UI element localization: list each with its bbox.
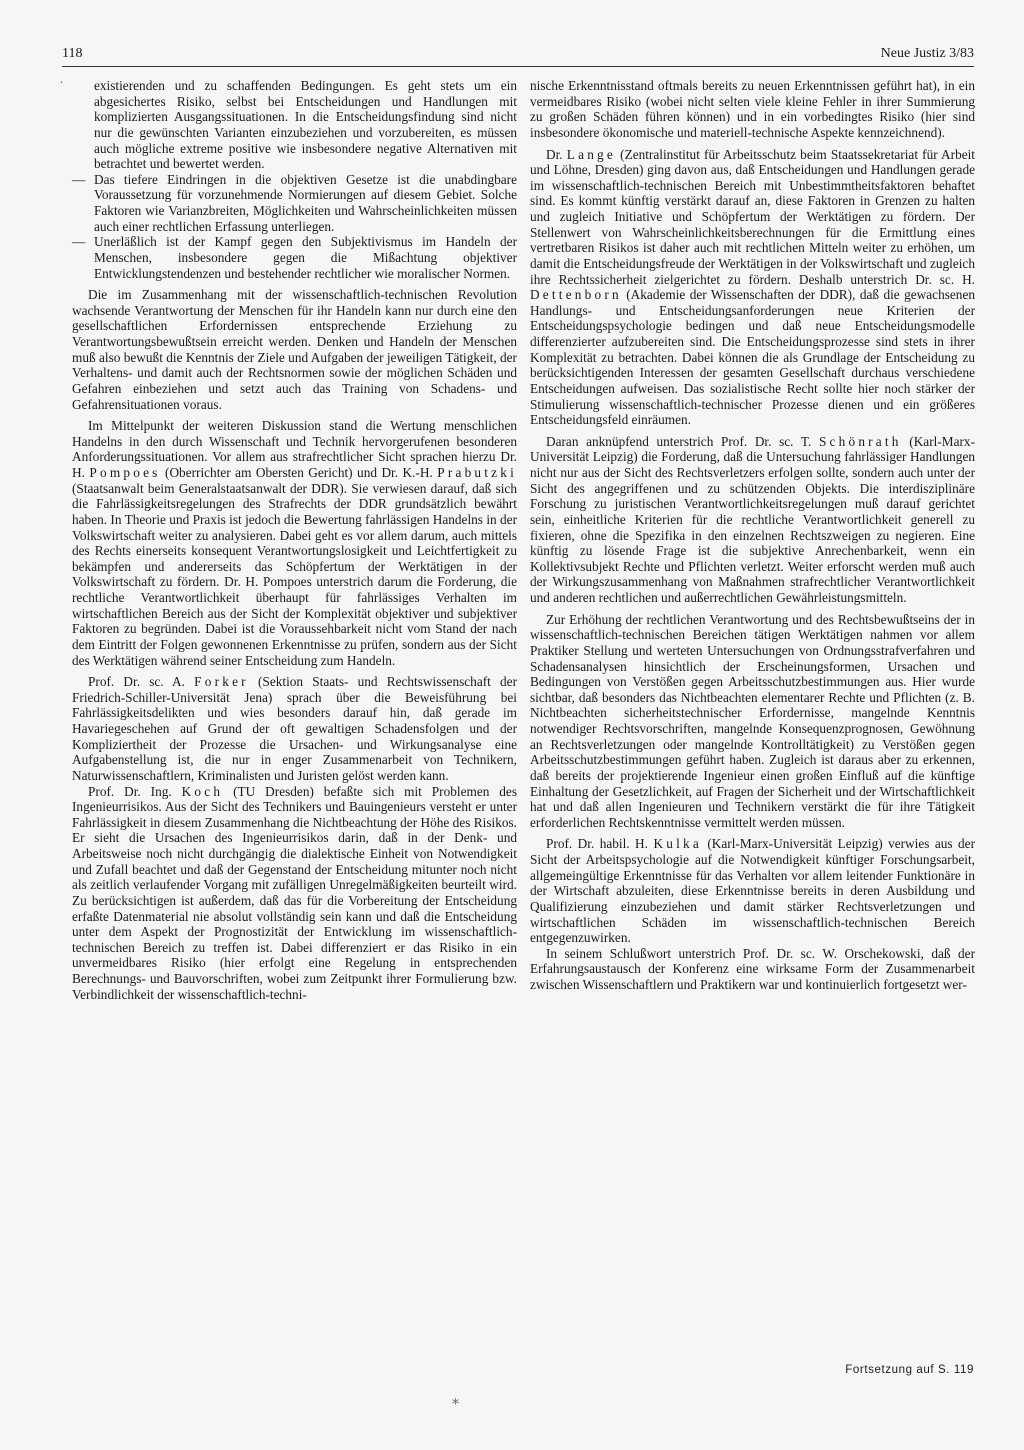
paragraph-text: (Zentralinstitut für Arbeitsschutz beim Staatssekretariat für Arbeit und Löhne, Dresden) ging davon aus, daß Entscheidungen und Handlungen gerade im wissenschaftlich-technischen Bereich mit Unbestimmtheitsfaktoren behaftet sind. Es kommt künftig verstärkt darauf an, diese Faktoren in Grenzen zu halten und zugleich Initiative und Schöpfertum der Werktätigen zu fördern. Der Stellenwert von Wahrscheinlichkeitsberechnungen für die Ermittlung eines vertretbaren Risikos ist daher auch mit rechtlichen Mitteln weiter zu erhöhen, um damit die Entscheidungsfreude der Werktätigen in der Volkswirtschaft und zugleich ihre Rechtssicherheit zielgerichtet zu fördern. Deshalb unterstrich Dr. sc. H.: [530, 146, 976, 287]
paragraph-text: Daran anknüpfend unterstrich Prof. Dr. sc. T.: [546, 433, 812, 449]
speaker-name: Pompoes: [89, 465, 161, 480]
speaker-name: Koch: [181, 783, 224, 799]
paragraph-text: In seinem Schlußwort unterstrich Prof. Dr. sc. W. Orschekowski, daß der Erfahrungsaustausch der Konferenz eine wirksame Form der Zusammenarbeit zwischen Wissenschaftlern und Praktikern war und kontinuierlich fortgesetzt wer-: [530, 945, 975, 992]
paragraph-text: (Karl-Marx-Universität Leipzig) die Forderung, daß die Untersuchung fahrlässiger Handlungen nicht nur aus der Sicht des Rechtsverletzers erfolgen sollte, sondern auch unter der Sicht des angegriffenen und zu schützenden Objekts. Die interdisziplinäre Forschung zu juristischen Verantwortlichkeitsregelungen muß darauf gerichtet sein, einheitliche Kriterien für die rechtliche Verantwortlichkeit generell zu fixieren, ohne die Spezifika in den einzelnen Rechtszweigen zu negieren. Eine künftig zu lösende Frage ist die subjektive Anrechenbarkeit, wenn ein Kollektivsubjekt Rechte und Pflichten verletzt. Weiter erforscht werden muß auch der Wirkungszusammenhang von Maßnahmen strafrechtlicher Verantwortlichkeit und anderen rechtlichen und außerrechtlichen Gewährleistungsmitteln.: [530, 433, 975, 605]
list-item-continued: [72, 78, 517, 172]
paragraph-text: Die im Zusammenhang mit der wissenschaftlich-technischen Revolution wachsende Verantwortung der Menschen für ihr Handeln kann nur durch eine den gesellschaftlichen Erfordernissen entsprechende Erziehung zu Verantwortungsbewußtsein erreicht werden. Denken und Handeln der Menschen muß also bewußt die Kenntnis der Ziele und Aufgaben der jeweiligen Tätigkeit, der Verhaltens- und damit auch der Rechtsnormen sowie der möglichen Schäden und Gefahren einbeziehen und setzt auch das Training von Schadens- und Gefahrensituationen voraus.: [72, 287, 517, 412]
paragraph-text: (Oberrichter am Obersten Gericht) und Dr. K.-H.: [165, 465, 433, 480]
paragraph-text: Zur Erhöhung der rechtlichen Verantwortung und des Rechtsbewußtseins der in wissenschaftlich-technischen Bereichen tätigen Werktätigen nahmen vor allem Praktiker Stellung und werteten Untersuchungen von Ordnungsstrafverfahren und Schadensanalysen hinsichtlich der Erscheinungsformen, Ursachen und Bedingungen von Verstößen gegen Arbeitsschutzbestimmungen aus. Hier wurde sichtbar, daß besonders das Nichtbeachten elementarer Rechte und Pflichten (z. B. Nichtbeachten sicherheitstechnischer Erfordernisse, mangelnde Kenntnis notwendiger Rechtsvorschriften, mangelnde Konsequenzprognosen, Gewöhnung an Rechtsverletzungen oder mangelnde Kontrolltätigkeit) zu Verstößen gegen Arbeitsschutzbestimmungen geführt haben. Zugleich ist daraus aber zu erkennen, daß bereits der projektierende Ingenieur einen großen Einfluß auf die künftige Einhaltung der Gesetzlichkeit, auf Fragen der Sicherheit und der Wirtschaftlichkeit hat und daß allen Ingenieuren und Technikern verstärkt die für ihre Tätigkeit erforderlichen Rechtskenntnisse vermittelt werden müssen.: [530, 611, 975, 830]
list-item: [72, 234, 517, 281]
paragraph: [72, 418, 517, 668]
speaker-name: Kulka: [653, 836, 702, 852]
paragraph-text: (TU Dresden) befaßte sich mit Problemen des Ingenieurrisikos. Aus der Sicht des Technikers und Bauingenieurs versteht er unter Fahrlässigkeit in diesem Zusammenhang die Nichtbeachtung der Höhe des Risikos. Er sieht die Ursachen des Ingenieurrisikos darin, daß in der Denk- und Arbeitsweise noch nicht durchgängig die dialektische Einheit von Notwendigkeit und Zufall beachtet und daß der Gegenstand der Entscheidung mitunter noch nicht als zeitlich verlaufender Vorgang mit zufälligen Unregelmäßigkeiten beurteilt wird. Zu berücksichtigen ist außerdem, daß das für die Vorbereitung der Entscheidung erfaßte Datenmaterial nie absolut vollständig sein kann und daß die Entscheidung unter dem Aspekt der Prognostizität der Entwicklung im wissenschaftlich-technischen Bereich zu treffen ist. Dabei differenziert er das Risiko in ein unvermeidbares Risiko (hier erfolgt eine Regelung in entsprechenden Berechnungs- und Bauvorschriften, wobei zum Zeitpunkt ihrer Formulierung bzw. Verbindlichkeit der wissenschaftlich-techni-: [72, 783, 518, 1002]
speaker-name: Dettenborn: [530, 287, 622, 303]
speaker-name: Forker: [194, 674, 249, 690]
scan-mark: ˙: [58, 80, 65, 96]
paragraph: [72, 674, 517, 783]
right-column: [530, 78, 975, 993]
bullet-list: [72, 78, 517, 281]
paragraph: [530, 434, 975, 606]
paragraph-text: (Staatsanwalt beim Generalstaatsanwalt der DDR). Sie verwiesen darauf, daß sich die Fahrlässigkeitsregelungen des Strafrechts der DDR grundsätzlich bewährt haben. In Theorie und Praxis ist jedoch die Bewertung fahrlässigen Handelns in der Volkswirtschaft weiter zu analysieren. Dabei geht es vor allem darum, auch mittels des Rechts einerseits konsequent Verantwortungslosigkeit und Leichtfertigkeit zu bekämpfen und andererseits das Schöpfertum der Werktätigen in der Volkswirtschaft zu fördern. Dr. H. Pompoes unterstrich darum die Forderung, die rechtliche Verantwortlichkeit überhaupt für fahrlässiges Verhalten im wirtschaftlichen Bereich aus der Sicht der Komplexität objektiver und subjektiver Faktoren zu begründen. Dabei ist die Voraussehbarkeit nicht vom Stand der nach dem Eintritt der Folgen gewonnenen Erkenntnisse zu prüfen, sondern aus der Sicht des Werktätigen während seiner Entscheidung zum Handeln.: [72, 480, 517, 668]
paragraph-text: Unerläßlich ist der Kampf gegen den Subjektivismus im Handeln der Menschen, insbesondere gegen die Mißachtung objektiver Entwicklungstendenzen und bestehender rechtlicher wie moralischer Normen.: [94, 234, 517, 281]
speaker-name: Schönrath: [818, 433, 902, 449]
paragraph: [530, 836, 975, 945]
list-item: [72, 172, 517, 235]
continuation-note: Fortsetzung auf S. 119: [845, 1364, 974, 1376]
speaker-name: Lange: [566, 146, 616, 162]
paragraph-text: Prof. Dr. Ing.: [88, 783, 172, 799]
speaker-name: Prabutzki: [437, 465, 518, 480]
paragraph-continued: [530, 78, 975, 141]
paragraph-text: (Sektion Staats- und Rechtswissenschaft der Friedrich-Schiller-Universität Jena) sprach über die Beweisführung bei Fahrlässigkeitsdelikten und wies besonders darauf hin, daß gerade im Havariegeschehen auf Grund der oft gewaltigen Schadensfolgen und der Kompliziertheit der Prozesse die Ursachen- und Wirkungsanalyse eine Aufgabenstellung ist, die nur in enger Zusammenarbeit von Technikern, Naturwissenschaftlern, Kriminalisten und Juristen gelöst werden kann.: [72, 674, 518, 783]
page-number: 118: [62, 46, 83, 61]
paragraph-text: Im Mittelpunkt der weiteren Diskussion stand die Wertung menschlichen Handelns in den durch Wissenschaft und Technik hervorgerufenen besonderen Anforderungssituationen. Vor allem aus strafrechtlicher Sicht sprachen hierzu Dr. H.: [72, 418, 517, 480]
paragraph-text: nische Erkenntnisstand oftmals bereits zu neuen Erkenntnissen geführt hat), in ein vermeidbares Risiko (wobei nicht selten viele kleine Fehler in ihrer Summierung zu großen Schäden führen können) und in ein vorbedingtes Risiko (hier sind insbesondere ökonomische und materiell-technische Aspekte kennzeichnend).: [530, 78, 975, 140]
paragraph: [72, 287, 517, 412]
paragraph-text: (Karl-Marx-Universität Leipzig) verwies aus der Sicht der Arbeitspsychologie auf die Notwendigkeit künftiger Forschungsarbeit, allgemeingültige Erkenntnisse für das Verhalten vor allem leitender Funktionäre in der Wirtschaft abzuleiten, diese Erkenntnisse bereits in deren Ausbildung und Qualifizierung einzubeziehen und damit stärker Rechtsverletzungen und wirtschaftlichen Schäden im wissenschaftlich-technischen Bereich entgegenzuwirken.: [530, 836, 976, 946]
paragraph: [530, 612, 975, 831]
paragraph: [530, 946, 975, 993]
journal-issue: Neue Justiz 3/83: [880, 46, 974, 61]
paragraph-text: Das tiefere Eindringen in die objektiven Gesetze ist die unabdingbare Voraussetzung für vorzunehmende Normierungen auf diesem Gebiet. Solche Faktoren wie Varianzbreiten, Möglichkeiten und Wahrscheinlichkeiten müssen auch einer rechtlichen Erfassung unterliegen.: [94, 171, 517, 234]
paragraph-text: Prof. Dr. habil. H.: [546, 836, 648, 852]
page-header: [62, 44, 974, 67]
paragraph-text: Prof. Dr. sc. A.: [88, 674, 185, 690]
paragraph-text: Dr.: [546, 146, 563, 162]
paragraph: [530, 147, 975, 428]
paragraph-text: (Akademie der Wissenschaften der DDR), daß die gewachsenen Handlungs- und Entscheidungsanforderungen neue Kriterien der Entscheidungspsychologie bedingen und daß neue Entscheidungsmodelle differenzierter aufzubereiten sind. Die Entscheidungsprozesse sind stets in ihrer Komplexität zu betrachten. Dabei können die als Grundlage der Entscheidung zu berücksichtigenden Interessen der gesamten Gesellschaft durchaus verschiedene Entscheidungen aufweisen. Das sozialistische Recht sollte hier noch stärker der Stimulierung wissenschaftlich-technischer Prozesse dienen und ein größeres Entscheidungsfeld einräumen.: [530, 287, 975, 428]
scan-mark: ⁎: [452, 1392, 459, 1408]
paragraph: [72, 784, 517, 1003]
left-column: [72, 78, 517, 1002]
paragraph-text: existierenden und zu schaffenden Bedingungen. Es geht stets um ein abgesichertes Risiko, selbst bei Entscheidungen und Handlungen mit komplizierten Ausgangssituationen. In die Entscheidungsfindung sind nicht nur die gewünschten Varianten einzubeziehen und vorzubereiten, es müssen auch mögliche extreme positive wie insbesondere negative Alternativen mit betrachtet und bewertet werden.: [94, 78, 517, 172]
